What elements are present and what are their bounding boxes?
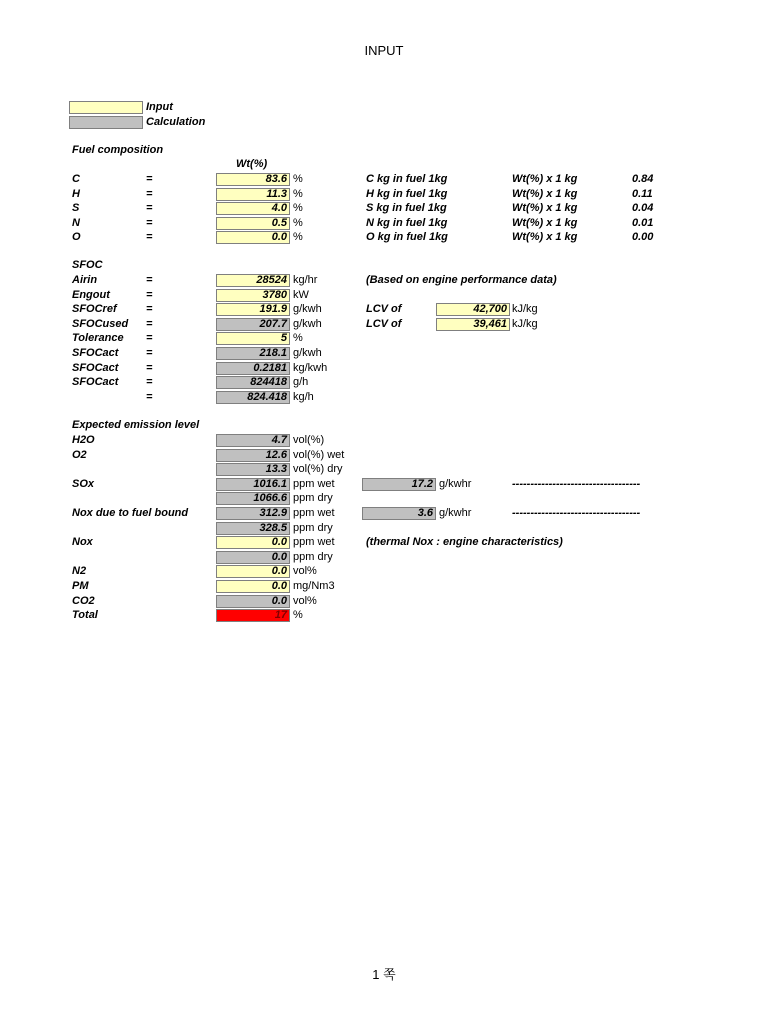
emission-value: 12.6: [216, 449, 290, 462]
emission-label: SOx: [72, 477, 95, 490]
fuel-description: S kg in fuel 1kg: [366, 202, 447, 215]
fuel-col-header: Wt(%): [236, 158, 268, 170]
fuel-unit: %: [293, 187, 303, 200]
equals-sign: =: [146, 187, 153, 200]
lcv-unit-1: kJ/kg: [512, 303, 538, 315]
sfoc-value: 218.1: [216, 347, 290, 360]
sfoc-value[interactable]: 3780: [216, 289, 290, 302]
fuel-result: 0.04: [632, 202, 654, 215]
sfoc-unit: kW: [293, 288, 309, 301]
emission-label: Total: [72, 609, 98, 622]
equals-sign: =: [146, 332, 153, 345]
fuel-symbol: S: [72, 202, 80, 215]
equals-sign: =: [146, 274, 153, 286]
emission-unit: ppm wet: [293, 507, 335, 519]
emission-unit: vol(%) wet: [293, 448, 345, 461]
fuel-formula: Wt(%) x 1 kg: [512, 231, 578, 244]
sfoc-value[interactable]: 5: [216, 332, 290, 345]
equals-sign: =: [146, 317, 153, 330]
fuel-description: N kg in fuel 1kg: [366, 216, 448, 229]
fuel-symbol: O: [72, 231, 81, 244]
fuel-unit: %: [293, 231, 303, 244]
emission-label: Nox due to fuel bound: [72, 507, 189, 519]
legend-calc-swatch: [69, 116, 143, 129]
emission-label: PM: [72, 580, 89, 592]
emission-value: 328.5: [216, 522, 290, 535]
emission-unit: vol(%): [293, 434, 325, 446]
fuel-formula: Wt(%) x 1 kg: [512, 187, 578, 200]
sfoc-label: SFOCact: [72, 376, 119, 389]
sfoc-unit: kg/h: [293, 390, 314, 403]
fuel-formula: Wt(%) x 1 kg: [512, 216, 578, 229]
fuel-section-title: Fuel composition: [72, 144, 164, 156]
sfoc-value: 207.7: [216, 318, 290, 331]
sfoc-label: Airin: [72, 274, 98, 286]
emission-value: 0.0: [216, 595, 290, 608]
fuel-description: C kg in fuel 1kg: [366, 173, 448, 185]
sox-gkwh-value: 17.2: [362, 478, 436, 491]
lcv-value-1[interactable]: 42,700: [436, 303, 510, 316]
emission-unit: %: [293, 609, 303, 622]
emission-label: Nox: [72, 536, 93, 549]
equals-sign: =: [146, 303, 153, 316]
emission-label: CO2: [72, 594, 95, 607]
sfoc-label: SFOCused: [72, 317, 129, 330]
emission-value[interactable]: 0.0: [216, 580, 290, 593]
sfoc-value: 824418: [216, 376, 290, 389]
emission-label: N2: [72, 565, 87, 578]
fuel-result: 0.00: [632, 231, 654, 244]
emission-value: 1066.6: [216, 492, 290, 505]
sfoc-label: Tolerance: [72, 332, 124, 345]
emission-section-title: Expected emission level: [72, 419, 200, 431]
emission-label: H2O: [72, 434, 95, 446]
emission-value: 17: [216, 609, 290, 622]
equals-sign: =: [146, 390, 153, 403]
emission-unit: mg/Nm3: [293, 580, 335, 592]
fuel-symbol: H: [72, 187, 80, 200]
thermal-nox-note: (thermal Nox : engine characteristics): [366, 536, 563, 548]
lcv-unit-2: kJ/kg: [512, 318, 538, 330]
emission-unit: ppm wet: [293, 477, 335, 490]
lcv-value-2[interactable]: 39,461: [436, 318, 510, 331]
page-header: INPUT: [364, 43, 404, 58]
fuel-result: 0.11: [632, 187, 653, 200]
emission-value: 312.9: [216, 507, 290, 520]
sox-gkwh-unit: g/kwhr: [439, 478, 472, 490]
sfoc-unit: kg/kwh: [293, 361, 328, 374]
emission-unit: ppm dry: [293, 521, 333, 534]
emission-unit: vol%: [293, 594, 317, 607]
emission-value: 4.7: [216, 434, 290, 447]
fuel-wt-input[interactable]: 83.6: [216, 173, 290, 186]
emission-value: 1016.1: [216, 478, 290, 491]
sfoc-value[interactable]: 191.9: [216, 303, 290, 316]
sfoc-unit: %: [293, 332, 303, 345]
emission-value: 13.3: [216, 463, 290, 476]
fuel-unit: %: [293, 173, 303, 185]
sfoc-label: Engout: [72, 288, 110, 301]
legend-input-label: Input: [146, 101, 173, 113]
emission-unit: ppm dry: [293, 550, 333, 563]
emission-value[interactable]: 0.0: [216, 536, 290, 549]
legend-calc-label: Calculation: [146, 116, 206, 128]
fuel-wt-input[interactable]: 0.5: [216, 217, 290, 230]
equals-sign: =: [146, 361, 153, 374]
fuel-symbol: N: [72, 216, 80, 229]
fuel-description: O kg in fuel 1kg: [366, 231, 448, 244]
sfoc-value: 0.2181: [216, 362, 290, 375]
fuel-unit: %: [293, 202, 303, 215]
fuel-result: 0.84: [632, 173, 654, 185]
lcv-label-1: LCV of: [366, 303, 402, 315]
sfoc-label: SFOCact: [72, 347, 119, 359]
fuel-result: 0.01: [632, 216, 654, 229]
sfoc-unit: kg/hr: [293, 274, 318, 286]
emission-unit: ppm dry: [293, 492, 333, 505]
equals-sign: =: [146, 288, 153, 301]
equals-sign: =: [146, 216, 153, 229]
emission-value: 0.0: [216, 551, 290, 564]
sfoc-label: SFOCref: [72, 303, 117, 316]
emission-unit: ppm wet: [293, 536, 335, 549]
fuel-wt-input[interactable]: 11.3: [216, 188, 290, 201]
fuel-description: H kg in fuel 1kg: [366, 187, 448, 200]
emission-value[interactable]: 0.0: [216, 565, 290, 578]
sfoc-note: (Based on engine performance data): [366, 274, 557, 286]
fuel-wt-input[interactable]: 4.0: [216, 202, 290, 215]
sfoc-unit: g/h: [293, 376, 309, 389]
sfoc-unit: g/kwh: [293, 347, 322, 359]
fuel-formula: Wt(%) x 1 kg: [512, 202, 578, 215]
sfoc-section-title: SFOC: [72, 259, 103, 271]
nox-gkwh-unit: g/kwhr: [439, 507, 472, 519]
emission-unit: vol%: [293, 565, 317, 578]
sfoc-value[interactable]: 28524: [216, 274, 290, 287]
nox-dashes: -----------------------------------: [512, 507, 641, 519]
fuel-unit: %: [293, 216, 303, 229]
nox-gkwh-value: 3.6: [362, 507, 436, 520]
emission-unit: vol(%) dry: [293, 463, 343, 476]
sfoc-value: 824.418: [216, 391, 290, 404]
fuel-wt-input[interactable]: 0.0: [216, 231, 290, 244]
sfoc-unit: g/kwh: [293, 317, 322, 330]
sfoc-unit: g/kwh: [293, 303, 322, 316]
sox-dashes: -----------------------------------: [512, 478, 641, 490]
equals-sign: =: [146, 347, 153, 359]
sfoc-label: SFOCact: [72, 361, 119, 374]
emission-label: O2: [72, 448, 87, 461]
page-footer: 1 쪽: [372, 967, 396, 982]
fuel-formula: Wt(%) x 1 kg: [512, 173, 578, 185]
equals-sign: =: [146, 231, 153, 244]
equals-sign: =: [146, 376, 153, 389]
lcv-label-2: LCV of: [366, 318, 402, 330]
equals-sign: =: [146, 173, 153, 185]
fuel-symbol: C: [72, 173, 80, 185]
equals-sign: =: [146, 202, 153, 215]
legend-input-swatch: [69, 101, 143, 114]
